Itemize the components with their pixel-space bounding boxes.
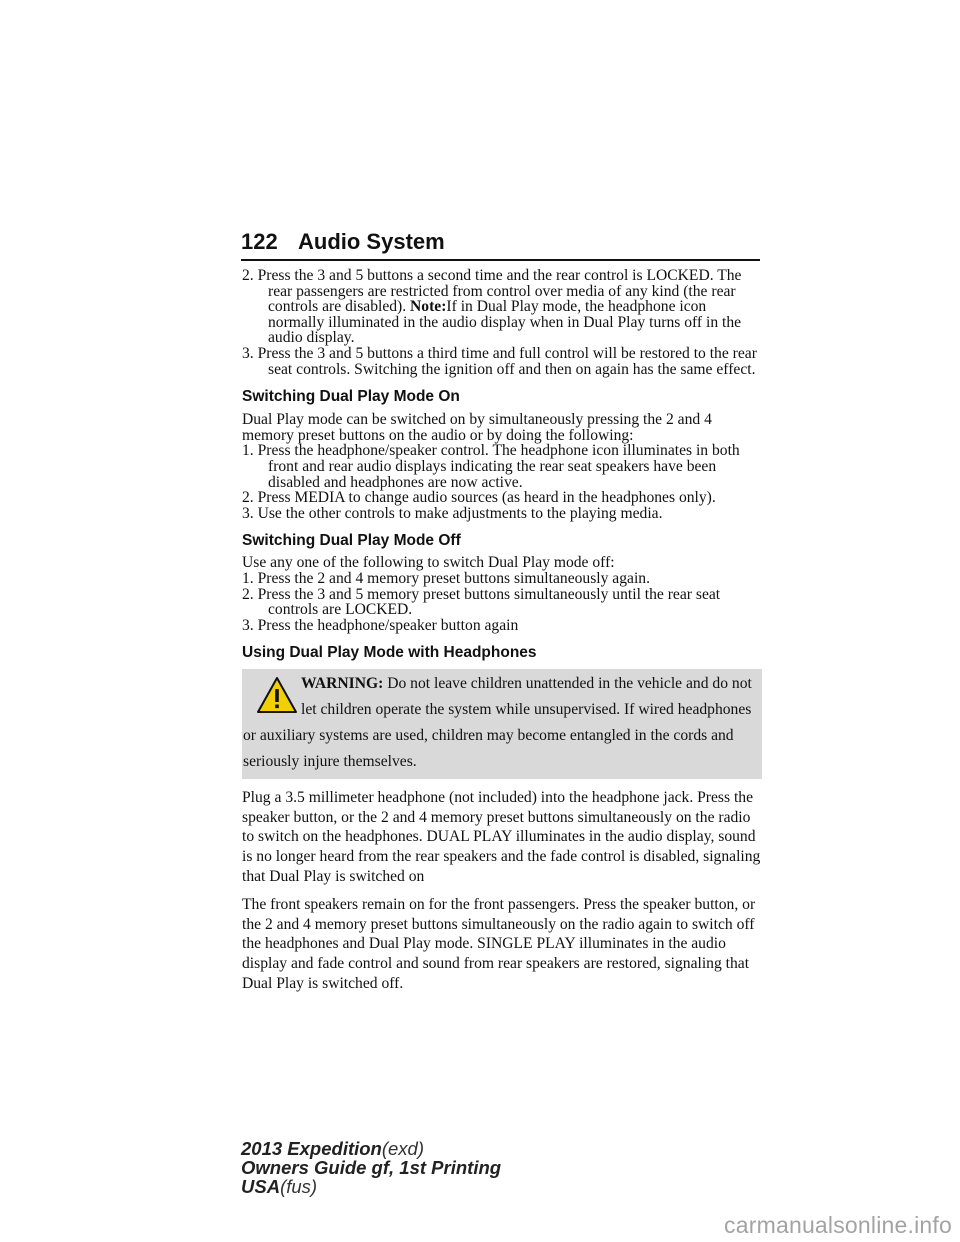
on-step-1: 1. Press the headphone/speaker control. The headphone icon illuminates in both front and rear audio displays indicating the rear seat speakers have been disabled and headphones are now active. — [242, 442, 740, 491]
intro-item-3: 3. Press the 3 and 5 buttons a third time and full control will be restored to the rear seat controls. Switching the ignition off and then on again has the same effect. — [242, 344, 757, 378]
warning-text: Do not leave children unattended in the vehicle and do not let children operate the system while unsupervised. If wired headphones or auxiliary systems are used, children may become entangled in the cords and seriously injure themselves. — [243, 675, 752, 771]
off-step-3: 3. Press the headphone/speaker button again — [242, 616, 519, 634]
footer-region-code: (fus) — [280, 1176, 318, 1197]
section-title: Audio System — [298, 229, 445, 254]
footer-region: USA — [241, 1176, 281, 1197]
intro-item-2-text: 2. Press the 3 and 5 buttons a second time and the rear control is LOCKED. The rear passengers are restricted from control over media of any kind (the rear controls are disabled). — [242, 267, 742, 316]
page-number: 122 — [241, 229, 278, 254]
footer-guide: Owners Guide gf, 1st Printing — [241, 1157, 502, 1178]
page-header — [241, 228, 761, 256]
warning-triangle-icon — [255, 675, 299, 715]
note-text: If in Dual Play mode, the headphone icon normally illuminated in the audio display when in Dual Play turns off in the audio display. — [268, 298, 742, 347]
intro-item-2 — [242, 268, 762, 346]
off-intro: Use any one of the following to switch Dual Play mode off: — [242, 554, 615, 572]
heading-dual-play-headphones: Using Dual Play Mode with Headphones — [242, 644, 537, 662]
on-intro: Dual Play mode can be switched on by simultaneously pressing the 2 and 4 memory preset buttons on the audio or by doing the following: — [242, 411, 712, 444]
off-step-2: 2. Press the 3 and 5 memory preset buttons simultaneously until the rear seat controls are LOCKED. — [242, 585, 721, 619]
heading-dual-play-off: Switching Dual Play Mode Off — [242, 532, 461, 550]
watermark: carmanualsonline.info — [724, 1212, 952, 1238]
headphones-paragraph-1: Plug a 3.5 millimeter headphone (not included) into the headphone jack. Press the speaker button, or the 2 and 4 memory preset buttons simultaneously on the radio to switch on the headphones. DUAL PLAY illuminates in the audio display, sound is no longer heard from the rear speakers and the fade control is disabled, signaling that Dual Play is switched on — [242, 789, 761, 885]
footer-line-1 — [241, 1139, 501, 1158]
note-label: Note: — [410, 298, 447, 316]
headphones-paragraph-2: The front speakers remain on for the front passengers. Press the speaker button, or the 2 and 4 memory preset buttons simultaneously on the radio again to switch off the headphones and Dual Play mode. SINGLE PLAY illuminates in the audio display and fade control and sound from rear speakers are restored, signaling that Dual Play is switched off. — [242, 896, 756, 992]
footer-line-3 — [241, 1177, 501, 1196]
header-rule — [241, 259, 760, 261]
warning-box — [242, 669, 762, 779]
on-step-2: 2. Press MEDIA to change audio sources (as heard in the headphones only). — [242, 489, 716, 507]
heading-dual-play-on: Switching Dual Play Mode On — [242, 388, 460, 406]
footer-line-2 — [241, 1158, 501, 1177]
page-content — [242, 268, 762, 993]
footer-model-code: (exd) — [381, 1138, 425, 1159]
footer-model: 2013 Expedition — [241, 1138, 382, 1159]
on-step-3: 3. Use the other controls to make adjustments to the playing media. — [242, 504, 663, 522]
warning-label: WARNING: — [301, 675, 384, 693]
off-step-1: 1. Press the 2 and 4 memory preset buttons simultaneously again. — [242, 569, 650, 587]
print-footer — [241, 1139, 501, 1196]
